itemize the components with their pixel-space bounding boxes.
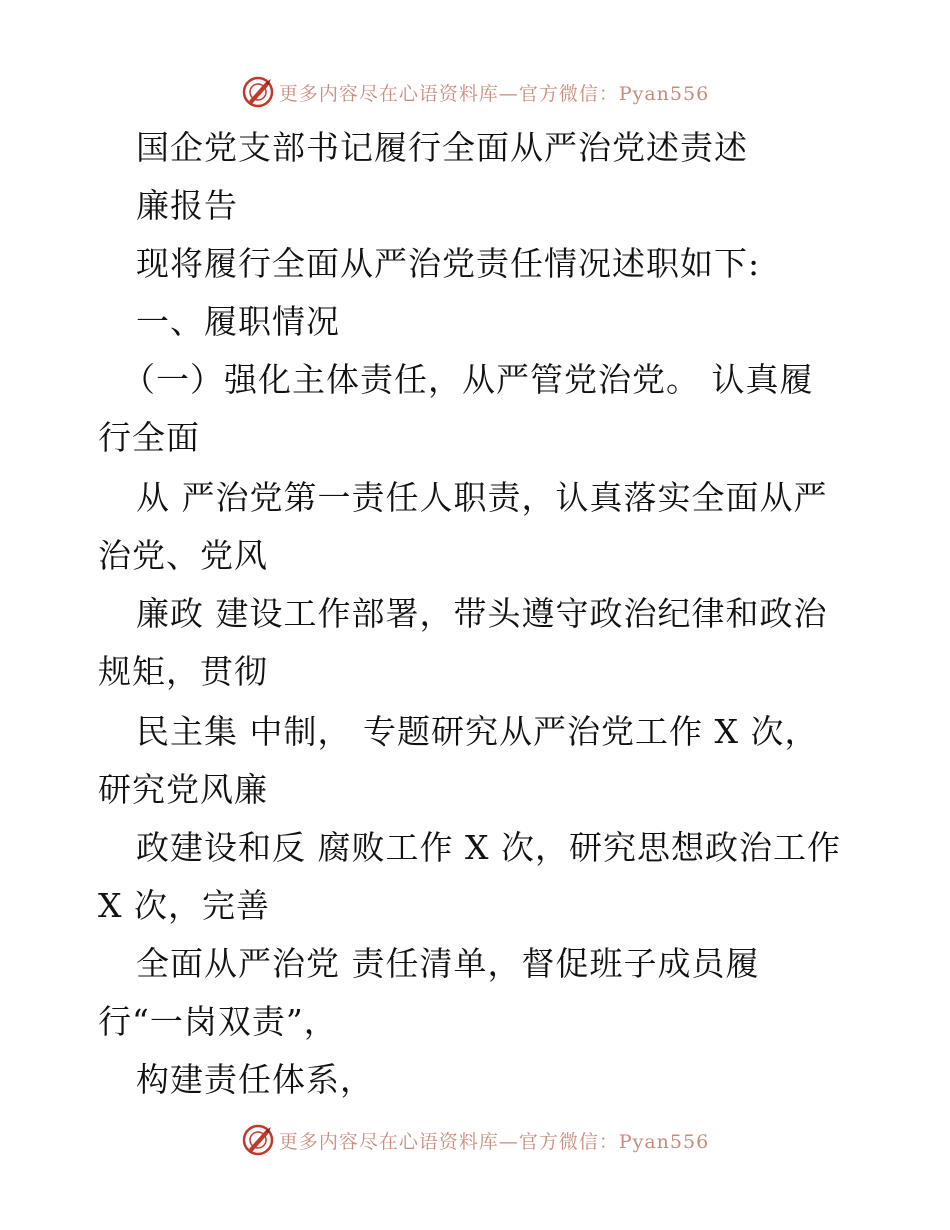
- paragraph-line: （一）强化主体责任，从严管党治党。 认真履: [122, 360, 814, 399]
- paragraph-line: 政建设和反 腐败工作 X 次，研究思想政治工作: [136, 828, 841, 867]
- paragraph-line: 民主集 中制， 专题研究从严治党工作 X 次，: [136, 712, 819, 751]
- paragraph-line: 治党、党风: [98, 536, 268, 575]
- paragraph-line: 行“一岗双责”，: [98, 1002, 338, 1041]
- quill-seal-icon: [241, 1123, 275, 1157]
- paragraph-line: 规矩，贯彻: [98, 652, 268, 691]
- paragraph-line: 全面从严治党 责任清单，督促班子成员履: [136, 944, 760, 983]
- quill-seal-icon: [241, 75, 275, 109]
- intro-paragraph: 现将履行全面从严治党责任情况述职如下:: [136, 244, 761, 283]
- title-line-1: 国企党支部书记履行全面从严治党述责述: [136, 128, 748, 167]
- header-banner: [0, 72, 950, 112]
- title-line-2: 廉报告: [136, 186, 238, 225]
- paragraph-line: 行全面: [98, 418, 200, 457]
- paragraph-line: X 次，完善: [98, 886, 270, 925]
- paragraph-line: 从 严治党第一责任人职责，认真落实全面从严: [136, 478, 828, 517]
- paragraph-line: 廉政 建设工作部署，带头遵守政治纪律和政治: [136, 594, 828, 633]
- paragraph-line: 构建责任体系，: [136, 1060, 374, 1099]
- paragraph-line: 研究党风廉: [98, 770, 268, 809]
- footer-banner: [0, 1120, 950, 1160]
- section-heading: 一、履职情况: [136, 302, 340, 341]
- header-banner-text: 更多内容尽在心语资料库—官方微信：Pyan556: [278, 82, 710, 105]
- footer-banner-text: 更多内容尽在心语资料库—官方微信：Pyan556: [278, 1130, 710, 1153]
